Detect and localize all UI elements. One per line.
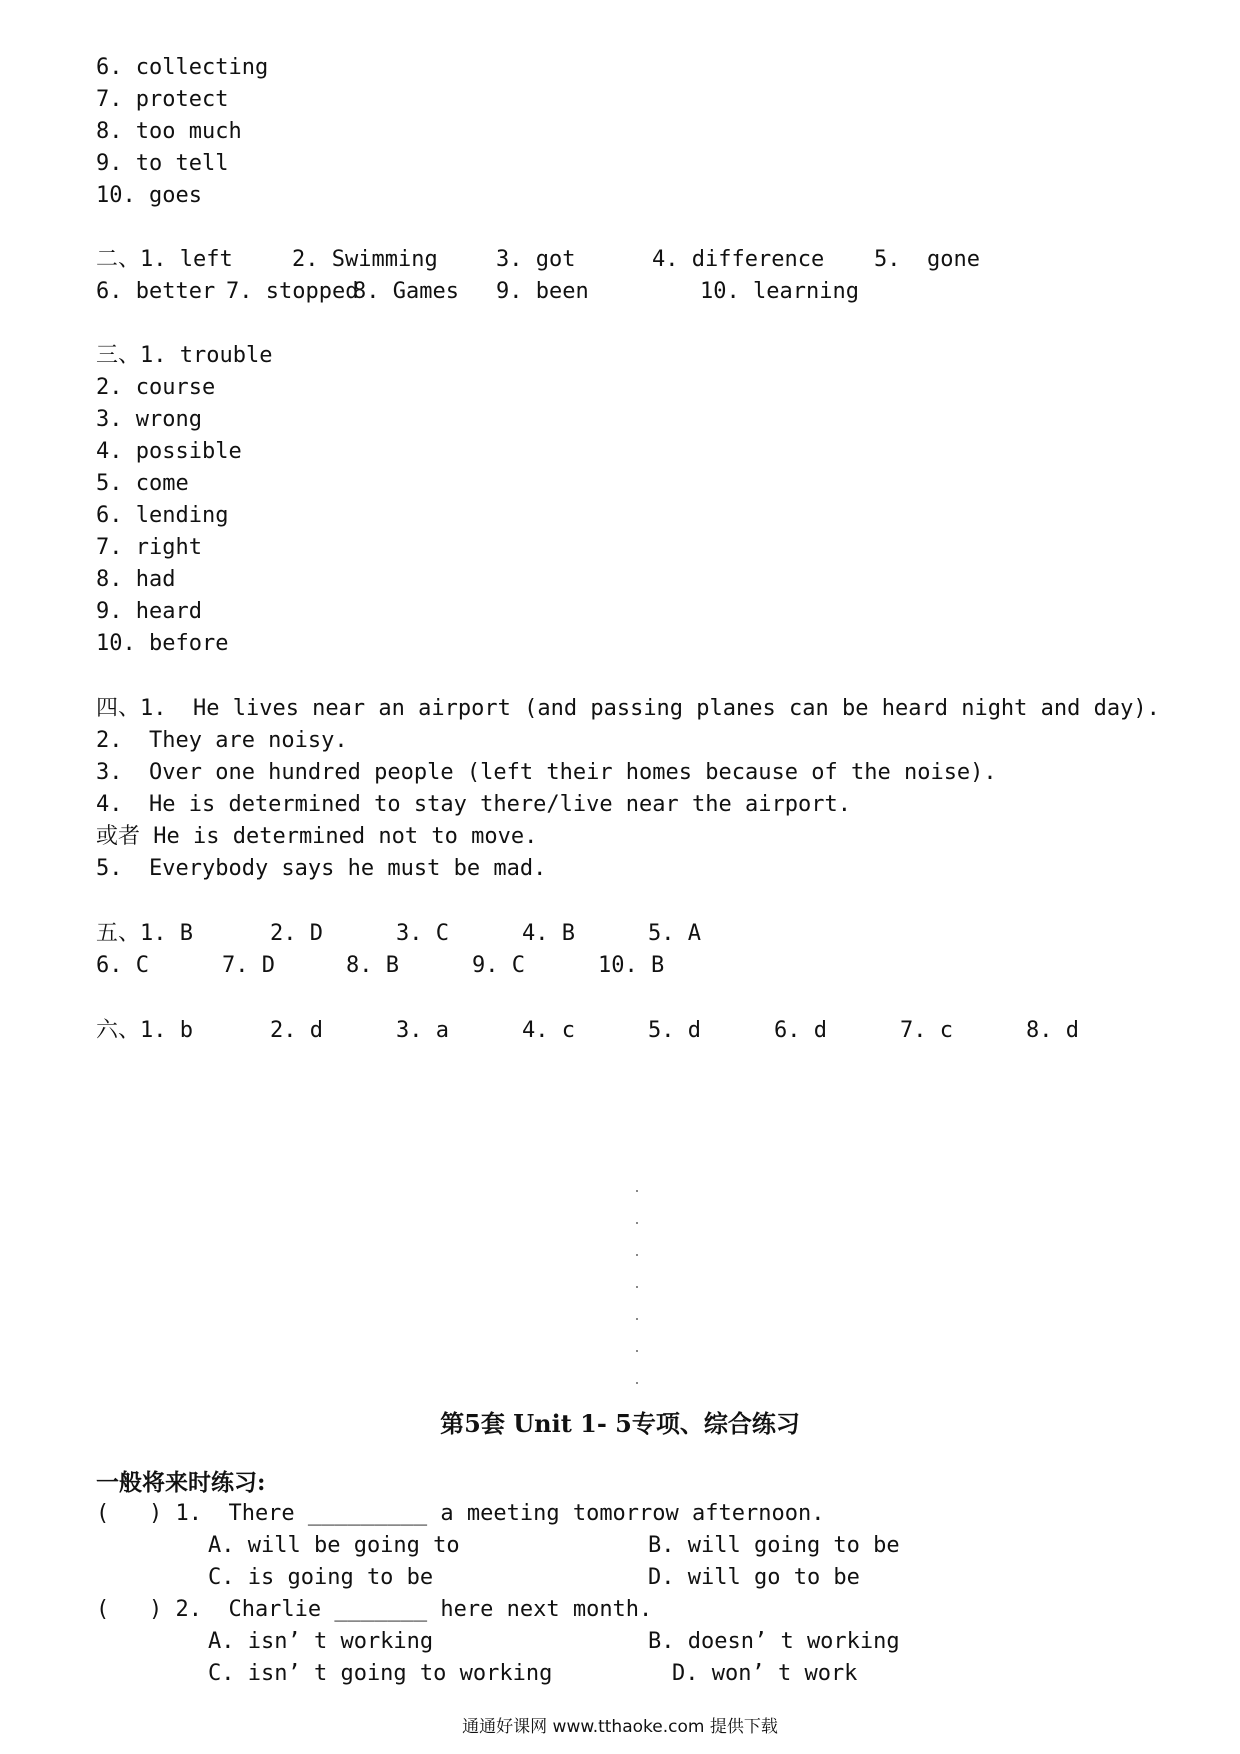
- answer-line: 7. protect: [96, 87, 229, 112]
- section6-answer: 2. d: [270, 1018, 323, 1043]
- question-option-b: B. will going to be: [648, 1533, 900, 1558]
- section5-answer: 5. A: [648, 921, 701, 946]
- section3-answer: 7. right: [96, 535, 202, 560]
- section4-answer: 4. He is determined to stay there/live near the airport.: [96, 792, 851, 817]
- section5-answer: 9. C: [472, 953, 525, 978]
- question-option-c: C. is going to be: [208, 1565, 434, 1590]
- answer-line: 6. collecting: [96, 55, 269, 80]
- section2-answer: 7. stopped: [226, 279, 359, 304]
- question-option-c: C. isn’ t going to working: [208, 1661, 553, 1686]
- question-option-d: D. will go to be: [648, 1565, 860, 1590]
- page-footer: 通通好课网 www.tthaoke.com 提供下载: [462, 1717, 778, 1737]
- section5-answer: 2. D: [270, 921, 323, 946]
- section3-answer: 10. before: [96, 631, 229, 656]
- question-stem: ( ) 2. Charlie _______ here next month.: [96, 1597, 653, 1622]
- section4-answer: 四、1. He lives near an airport (and passing planes can be heard night and day).: [96, 696, 1160, 721]
- unit-title: 第5套 Unit 1- 5专项、综合练习: [440, 1409, 800, 1438]
- section6-answer: 6. d: [774, 1018, 827, 1043]
- question-option-a: A. isn’ t working: [208, 1629, 434, 1654]
- section5-answer: 7. D: [222, 953, 275, 978]
- section2-answer: 8. Games: [353, 279, 459, 304]
- section3-answer: 9. heard: [96, 599, 202, 624]
- section2-answer: 二、1. left: [96, 247, 233, 272]
- section3-answer: 6. lending: [96, 503, 229, 528]
- question-option-d: D. won’ t work: [672, 1661, 858, 1686]
- section5-answer: 五、1. B: [96, 921, 193, 946]
- section3-answer: 4. possible: [96, 439, 242, 464]
- section4-answer: 或者 He is determined not to move.: [96, 824, 538, 849]
- section3-answer: 8. had: [96, 567, 176, 592]
- dotted-separator: [636, 1190, 640, 1410]
- section2-answer: 5. gone: [874, 247, 980, 272]
- section6-answer: 3. a: [396, 1018, 449, 1043]
- section6-answer: 8. d: [1026, 1018, 1079, 1043]
- section3-answer: 三、1. trouble: [96, 343, 273, 368]
- section2-answer: 3. got: [496, 247, 576, 272]
- question-stem: ( ) 1. There _________ a meeting tomorrow afternoon.: [96, 1501, 825, 1526]
- section5-answer: 6. C: [96, 953, 149, 978]
- section6-answer: 六、1. b: [96, 1018, 193, 1043]
- section2-answer: 9. been: [496, 279, 589, 304]
- section2-answer: 6. better: [96, 279, 216, 304]
- question-option-a: A. will be going to: [208, 1533, 460, 1558]
- answer-line: 8. too much: [96, 119, 242, 144]
- section5-answer: 10. B: [598, 953, 665, 978]
- section3-answer: 2. course: [96, 375, 216, 400]
- section2-answer: 10. learning: [700, 279, 859, 304]
- answer-line: 9. to tell: [96, 151, 229, 176]
- answer-line: 10. goes: [96, 183, 202, 208]
- section5-answer: 3. C: [396, 921, 449, 946]
- section4-answer: 5. Everybody says he must be mad.: [96, 856, 547, 881]
- section6-answer: 7. c: [900, 1018, 953, 1043]
- section5-answer: 4. B: [522, 921, 575, 946]
- section4-answer: 3. Over one hundred people (left their homes because of the noise).: [96, 760, 997, 785]
- exercise-heading: 一般将来时练习:: [96, 1469, 266, 1496]
- section4-answer: 2. They are noisy.: [96, 728, 348, 753]
- section3-answer: 3. wrong: [96, 407, 202, 432]
- section5-answer: 8. B: [346, 953, 399, 978]
- section3-answer: 5. come: [96, 471, 189, 496]
- section6-answer: 5. d: [648, 1018, 701, 1043]
- section2-answer: 2. Swimming: [292, 247, 438, 272]
- section6-answer: 4. c: [522, 1018, 575, 1043]
- section2-answer: 4. difference: [652, 247, 825, 272]
- question-option-b: B. doesn’ t working: [648, 1629, 900, 1654]
